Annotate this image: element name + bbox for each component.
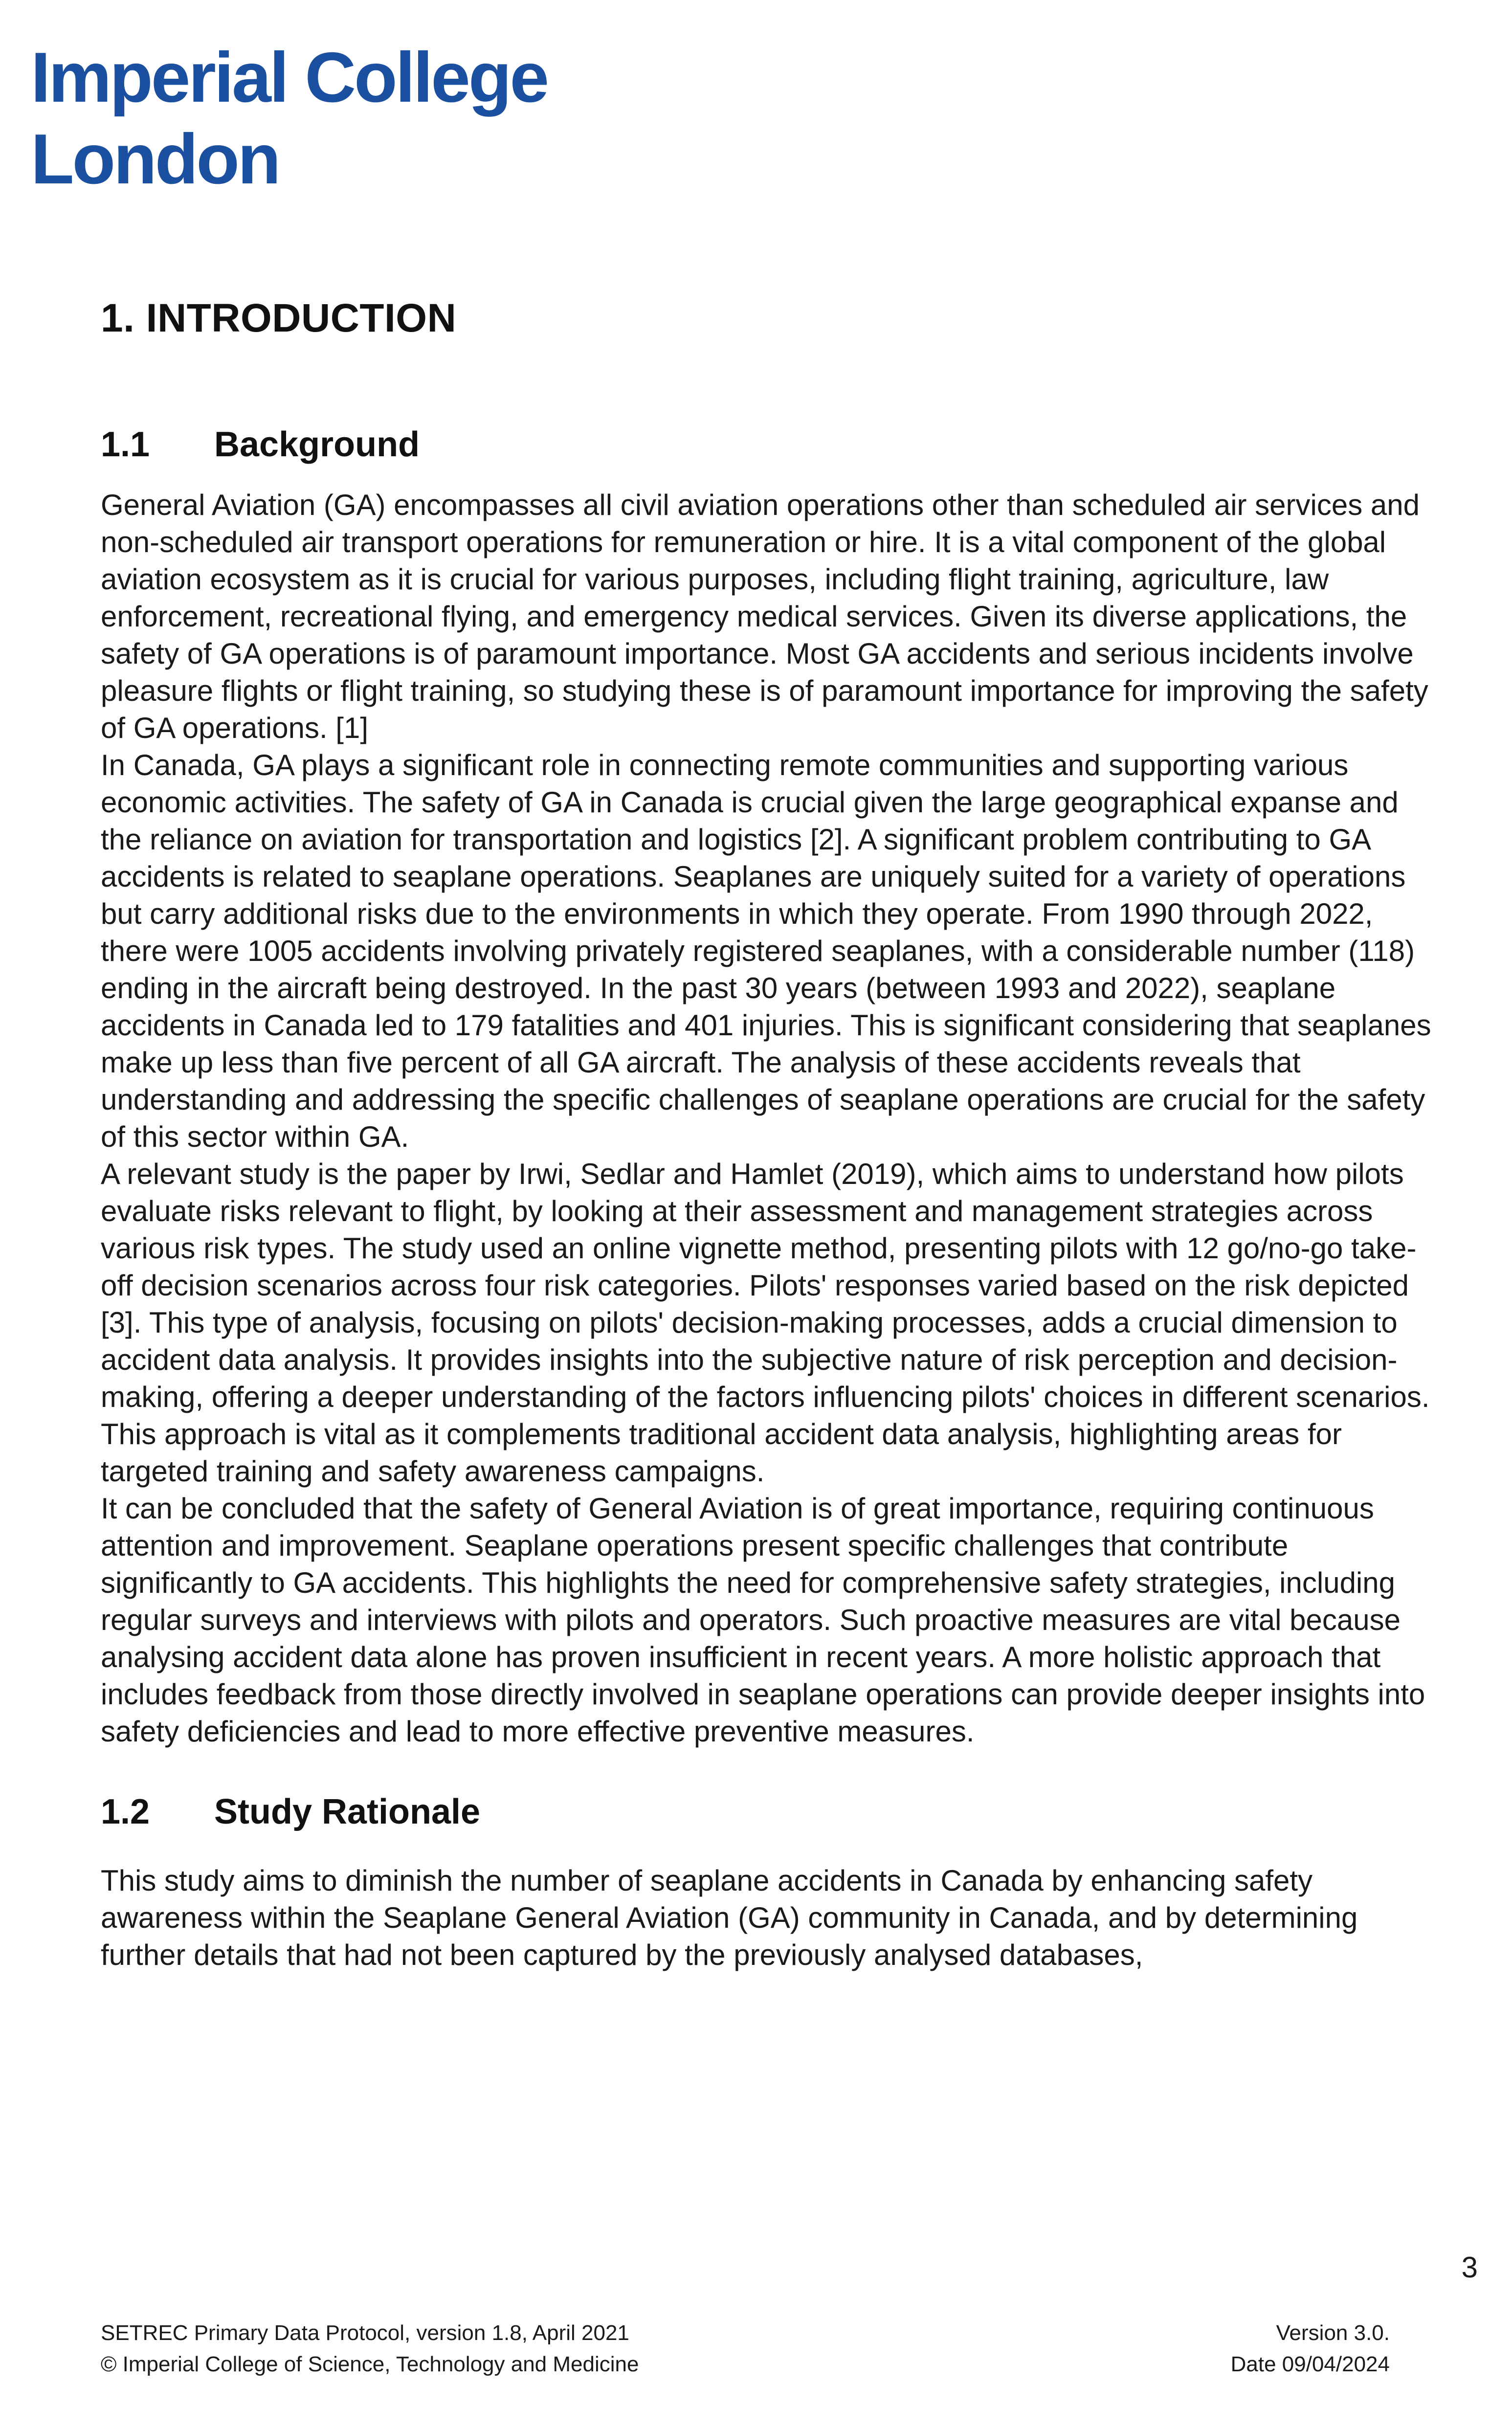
- background-paragraph-4: It can be concluded that the safety of General Aviation is of great importance, requiring continuous attention and improvement. Seaplane operations present specific challenges that contribute significantly to GA accidents. This highlights the need for comprehensive safety strategies, including regular surveys and interviews with pilots and operators. Such proactive measures are vital because analysing accident data alone has proven insufficient in recent years. A more holistic approach that includes feedback from those directly involved in seaplane operations can provide deeper insights into safety deficiencies and lead to more effective preventive measures.: [101, 1492, 1425, 1748]
- heading-background-title: Background: [214, 424, 420, 464]
- rationale-paragraph-1: This study aims to diminish the number of seaplane accidents in Canada by enhancing safety awareness within the Seaplane General Aviation (GA) community in Canada, and by determining further details that had not been captured by the previously analysed databases,: [101, 1864, 1358, 1971]
- footer-right: [1231, 2318, 1390, 2380]
- footer-left: [101, 2318, 639, 2380]
- logo-line-2: London: [31, 119, 279, 199]
- heading-study-rationale: [101, 1792, 1434, 1832]
- document-body: [0, 295, 1512, 1974]
- background-paragraph-2: In Canada, GA plays a significant role in connecting remote communities and supporting various economic activities. The safety of GA in Canada is crucial given the large geographical expanse and the reliance on aviation for transportation and logistics [2]. A significant problem contributing to GA accidents is related to seaplane operations. Seaplanes are uniquely suited for a variety of operations but carry additional risks due to the environments in which they operate. From 1990 through 2022, there were 1005 accidents involving privately registered seaplanes, with a considerable number (118) ending in the aircraft being destroyed. In the past 30 years (between 1993 and 2022), seaplane accidents in Canada led to 179 fatalities and 401 injuries. This is significant considering that seaplanes make up less than five percent of all GA aircraft. The analysis of these accidents reveals that understanding and addressing the specific challenges of seaplane operations are crucial for the safety of this sector within GA.: [101, 748, 1431, 1153]
- logo-line-1: Imperial College: [31, 38, 548, 117]
- page-number: 3: [1461, 2251, 1478, 2284]
- heading-rationale-number: 1.2: [101, 1792, 150, 1831]
- footer-copyright-line: © Imperial College of Science, Technology and Medicine: [101, 2352, 639, 2376]
- document-page: [0, 37, 1512, 2429]
- footer: [101, 2318, 1390, 2380]
- imperial-college-logo: [31, 37, 1512, 200]
- heading-background: [101, 424, 1434, 465]
- footer-date: Date 09/04/2024: [1230, 2352, 1390, 2376]
- heading-introduction: 1. INTRODUCTION: [101, 295, 457, 340]
- heading-background-number: 1.1: [101, 424, 150, 464]
- background-paragraph-1: General Aviation (GA) encompasses all civil aviation operations other than scheduled air services and non-scheduled air transport operations for remuneration or hire. It is a vital component of the global aviation ecosystem as it is crucial for various purposes, including flight training, agriculture, law enforcement, recreational flying, and emergency medical services. Given its diverse applications, the safety of GA operations is of paramount importance. Most GA accidents and serious incidents involve pleasure flights or flight training, so studying these is of paramount importance for improving the safety of GA operations. [1]: [101, 488, 1428, 744]
- footer-protocol-line: SETREC Primary Data Protocol, version 1.8, April 2021: [101, 2321, 629, 2345]
- footer-version: Version 3.0.: [1276, 2321, 1390, 2345]
- heading-rationale-title: Study Rationale: [214, 1792, 481, 1831]
- background-paragraph-3: A relevant study is the paper by Irwi, Sedlar and Hamlet (2019), which aims to understand how pilots evaluate risks relevant to flight, by looking at their assessment and management strategies across various risk types. The study used an online vignette method, presenting pilots with 12 go/no-go take-off decision scenarios across four risk categories. Pilots' responses varied based on the risk depicted [3]. This type of analysis, focusing on pilots' decision-making processes, adds a crucial dimension to accident data analysis. It provides insights into the subjective nature of risk perception and decision-making, offering a deeper understanding of the factors influencing pilots' choices in different scenarios. This approach is vital as it complements traditional accident data analysis, highlighting areas for targeted training and safety awareness campaigns.: [101, 1157, 1430, 1488]
